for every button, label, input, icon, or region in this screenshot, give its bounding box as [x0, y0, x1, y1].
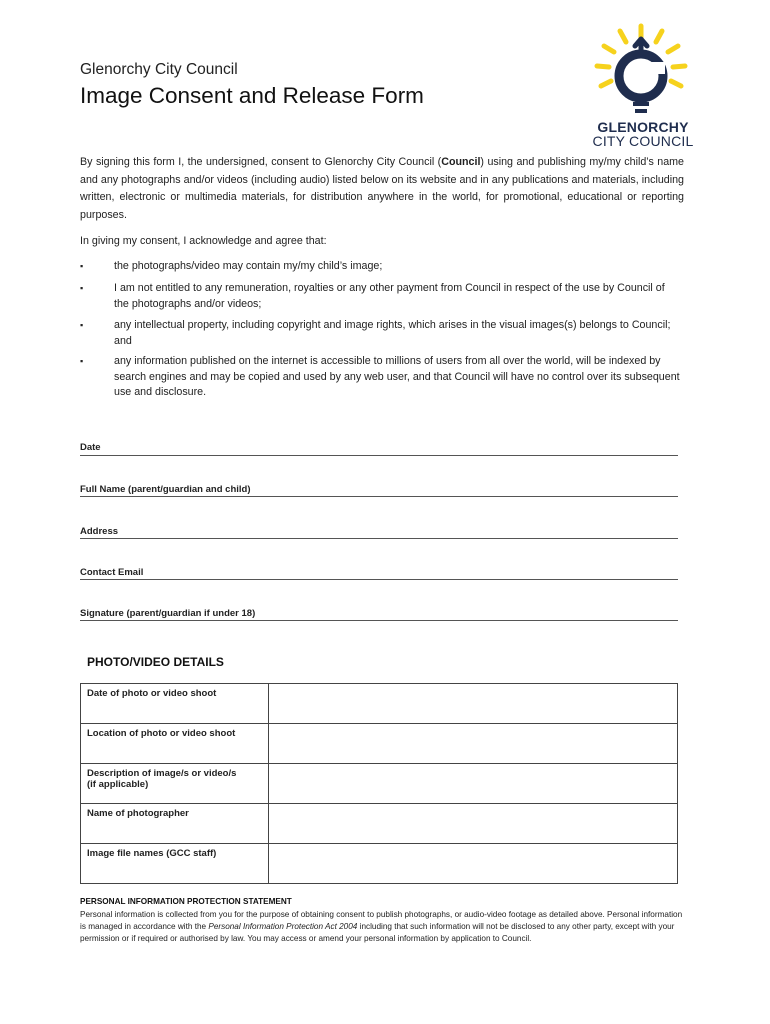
bullet-icon: ▪: [80, 356, 84, 366]
row-label-location: Location of photo or video shoot: [81, 724, 269, 764]
privacy-heading: PERSONAL INFORMATION PROTECTION STATEMENT: [80, 897, 292, 906]
full-name-label: Full Name (parent/guardian and child): [80, 484, 251, 495]
row-label-photographer: Name of photographer: [81, 804, 269, 844]
bullet-icon: ▪: [80, 283, 84, 293]
file-names-field[interactable]: [268, 844, 677, 884]
table-row: [81, 724, 678, 764]
privacy-text-part2: including that such information will not be disclosed to any other party, except with your permission or if required or authorised by law. You may access or amend your personal information by application to Council.: [80, 922, 675, 944]
logo-ray: [656, 31, 662, 42]
list-item-text: any intellectual property, including copyright and image rights, which arises in the visual images(s) belongs to Council; and: [114, 319, 671, 347]
table-row: [81, 684, 678, 724]
logo-ray: [597, 66, 609, 67]
logo-wordmark-line2: CITY COUNCIL: [592, 133, 694, 149]
bullet-icon: ▪: [80, 261, 84, 271]
logo-ray: [671, 81, 681, 86]
intro-paragraph: [80, 154, 684, 225]
shoot-date-field[interactable]: [268, 684, 677, 724]
logo-ray: [601, 81, 611, 86]
privacy-statement: [80, 909, 684, 946]
description-field[interactable]: [268, 764, 677, 804]
acknowledgement-lead: In giving my consent, I acknowledge and agree that:: [80, 235, 327, 247]
signature-label: Signature (parent/guardian if under 18): [80, 608, 256, 619]
logo-ray: [604, 46, 614, 52]
full-name-field[interactable]: [80, 496, 678, 497]
signature-field[interactable]: [80, 620, 678, 621]
address-field[interactable]: [80, 538, 678, 539]
row-label-description: Description of image/s or video/s (if applicable): [81, 764, 269, 804]
page-title: Image Consent and Release Form: [80, 83, 424, 108]
photo-details-table: [80, 683, 678, 884]
logo-ray: [673, 66, 685, 67]
intro-text-part2: ) using and publishing my/my child’s name and any photographs and/or videos (including audio) listed below on its website and in any publications and materials, including written, electronic or multimedia materials, for distribution anywhere in the world, for promotional, educational or reporting purposes.: [80, 156, 685, 222]
list-item-text: I am not entitled to any remuneration, royalties or any other payment from Council in respect of the use by Council of the photographs and/or videos;: [114, 282, 665, 310]
bullet-icon: ▪: [80, 320, 84, 330]
row-label-file-names: Image file names (GCC staff): [81, 844, 269, 884]
contact-email-field[interactable]: [80, 579, 678, 580]
logo-ray: [620, 31, 626, 42]
intro-text-council: Council: [441, 156, 481, 168]
table-row: [81, 764, 678, 804]
table-row: [81, 844, 678, 884]
date-label: Date: [80, 442, 101, 453]
organisation-name: Glenorchy City Council: [80, 61, 238, 78]
list-item-text: any information published on the internet is accessible to millions of users from all over the world, will be indexed by search engines and may be copied and used by any web user, and that Council will have no control over its subsequent use and disclosure.: [114, 355, 680, 398]
intro-text-part1: By signing this form I, the undersigned, consent to Glenorchy City Council (: [80, 156, 442, 168]
address-label: Address: [80, 526, 119, 537]
photo-details-heading: PHOTO/VIDEO DETAILS: [87, 655, 224, 669]
logo-ray: [668, 46, 678, 52]
privacy-act-name: Personal Information Protection Act 2004: [208, 922, 358, 932]
list-item-text: the photographs/video may contain my/my child’s image;: [114, 260, 383, 272]
privacy-text-part1: Personal information is collected from you for the purpose of obtaining consent to publish photographs, or audio-video footage as detailed above. Personal information is managed in accordance with the: [80, 910, 683, 932]
shoot-location-field[interactable]: [268, 724, 677, 764]
table-row: [81, 804, 678, 844]
photographer-field[interactable]: [268, 804, 677, 844]
row-label-date: Date of photo or video shoot: [81, 684, 269, 724]
date-field[interactable]: [80, 455, 678, 456]
contact-email-label: Contact Email: [80, 567, 144, 578]
logo-wordmark-line1: GLENORCHY: [597, 119, 689, 135]
